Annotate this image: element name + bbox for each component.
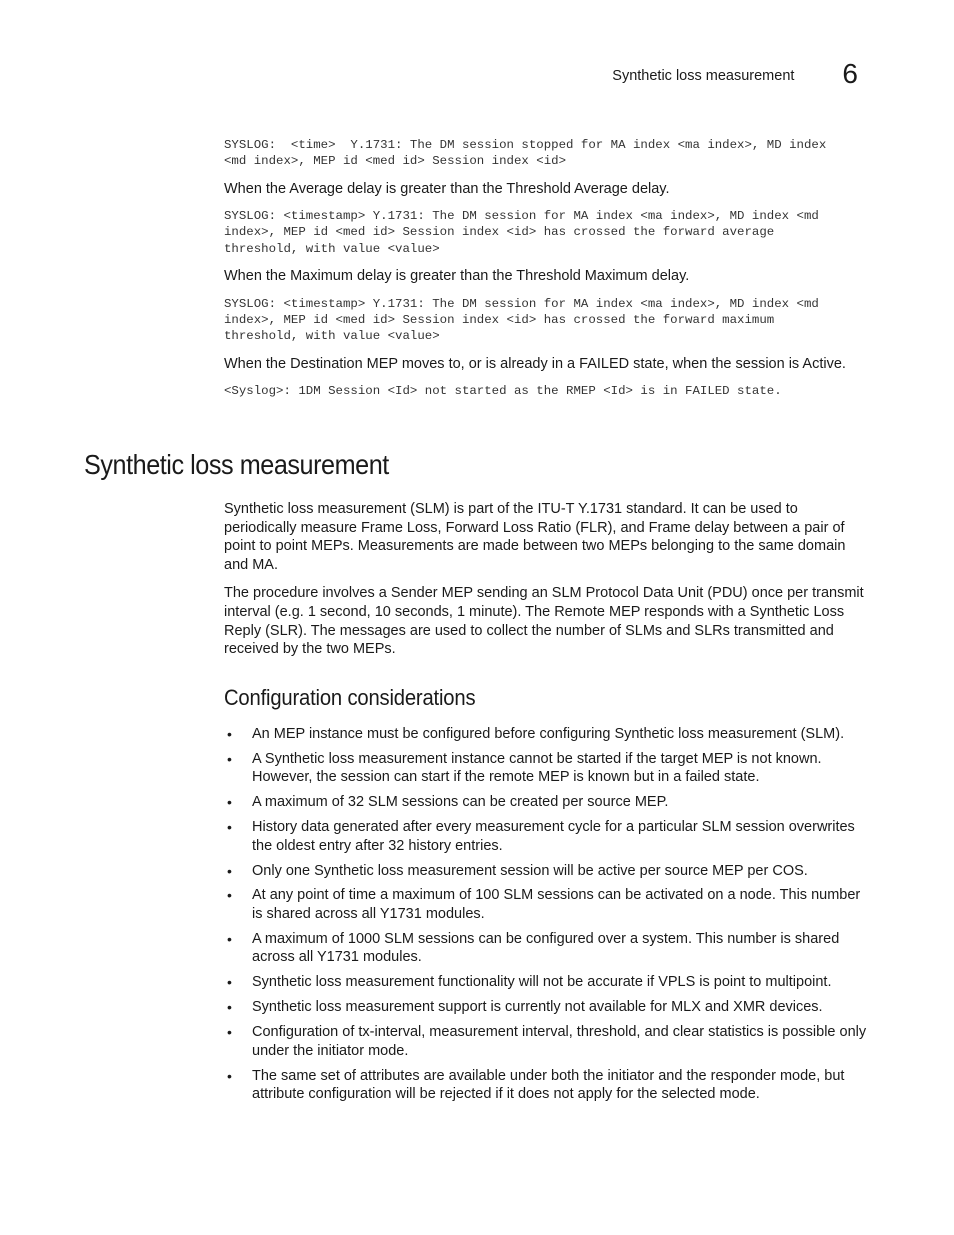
running-header — [612, 56, 858, 92]
list-item — [224, 1067, 870, 1104]
list-item — [224, 998, 870, 1017]
syslog-code-dm-stopped: SYSLOG: <time> Y.1731: The DM session stopped for MA index <ma index>, MD index <md index>, MEP id <med id> Session index <id> — [224, 138, 827, 169]
syslog-code-1dm-not-started: <Syslog>: 1DM Session <Id> not started as the RMEP <Id> is in FAILED state. — [224, 384, 782, 399]
list-item — [224, 725, 870, 744]
running-header-section-title: Synthetic loss measurement — [612, 68, 795, 84]
list-item — [224, 750, 870, 787]
section-body — [224, 500, 870, 1110]
paragraph-maximum-delay: When the Maximum delay is greater than the Threshold Maximum delay. — [224, 268, 690, 285]
list-item-text: The same set of attributes are available under both the initiator and the responder mode, but attribute configuration will be rejected if it does not apply for the selected mode. — [252, 1067, 845, 1103]
bullet-icon: • — [227, 930, 232, 947]
list-item-text: History data generated after every measurement cycle for a particular SLM session overwrites the oldest entry after 32 history entries. — [252, 819, 855, 854]
paragraph-average-delay: When the Average delay is greater than the Threshold Average delay. — [224, 180, 670, 197]
syslog-code-average-threshold: SYSLOG: <timestamp> Y.1731: The DM session for MA index <ma index>, MD index <md index>, MEP id <med id> Session index <id> has crossed the forward average threshold, with value <value> — [224, 209, 819, 256]
bullet-icon: • — [227, 1024, 232, 1041]
list-item-text: At any point of time a maximum of 100 SLM sessions can be activated on a node. This number is shared across all Y1731 modules. — [252, 887, 861, 922]
list-item-text: A maximum of 32 SLM sessions can be created per source MEP. — [252, 794, 669, 811]
bullet-icon: • — [227, 819, 232, 836]
syslog-messages-block — [224, 137, 870, 409]
section-heading: Synthetic loss measurement — [84, 449, 389, 480]
bullet-icon: • — [227, 794, 232, 811]
list-item — [224, 818, 870, 855]
list-item — [224, 930, 870, 967]
list-item-text: A Synthetic loss measurement instance cannot be started if the target MEP is not known. However, the session can start if the remote MEP is known but in a failed state. — [252, 750, 822, 786]
considerations-list — [224, 725, 870, 1104]
bullet-icon: • — [227, 725, 232, 742]
subsection-heading: Configuration considerations — [224, 684, 476, 710]
list-item — [224, 973, 870, 992]
paragraph-destination-mep-failed: When the Destination MEP moves to, or is already in a FAILED state, when the session is Active. — [224, 355, 846, 372]
paragraph-slm-intro: Synthetic loss measurement (SLM) is part of the ITU-T Y.1731 standard. It can be used to periodically measure Frame Loss, Forward Loss Ratio (FLR), and Frame delay between a pair of point to point MEPs. Measurements are made between two MEPs belonging to the same domain and MA. — [224, 501, 846, 573]
list-item-text: Synthetic loss measurement support is currently not available for MLX and XMR devices. — [252, 999, 823, 1016]
list-item — [224, 862, 870, 881]
bullet-icon: • — [227, 887, 232, 904]
syslog-code-maximum-threshold: SYSLOG: <timestamp> Y.1731: The DM session for MA index <ma index>, MD index <md index>, MEP id <med id> Session index <id> has crossed the forward maximum threshold, with value <value> — [224, 296, 819, 344]
bullet-icon: • — [227, 974, 232, 991]
list-item — [224, 793, 870, 812]
chapter-number: 6 — [842, 58, 858, 89]
bullet-icon: • — [227, 999, 232, 1016]
list-item-text: Synthetic loss measurement functionality will not be accurate if VPLS is point to multipoint. — [252, 974, 832, 991]
list-item-text: Configuration of tx-interval, measurement interval, threshold, and clear statistics is possible only under the initiator mode. — [252, 1024, 867, 1059]
paragraph-slm-procedure: The procedure involves a Sender MEP sending an SLM Protocol Data Unit (PDU) once per transmit interval (e.g. 1 second, 10 seconds, 1 minute). The Remote MEP responds with a Synthetic Loss Reply (SLR). The messages are used to collect the number of SLMs and SLRs transmitted and received by the two MEPs. — [224, 585, 864, 658]
bullet-icon: • — [227, 1067, 232, 1084]
list-item-text: A maximum of 1000 SLM sessions can be configured over a system. This number is shared across all Y1731 modules. — [252, 930, 840, 966]
bullet-icon: • — [227, 862, 232, 879]
list-item-text: An MEP instance must be configured before configuring Synthetic loss measurement (SLM). — [252, 725, 845, 742]
list-item — [224, 886, 870, 923]
list-item — [224, 1023, 870, 1060]
list-item-text: Only one Synthetic loss measurement session will be active per source MEP per COS. — [252, 862, 808, 879]
bullet-icon: • — [227, 750, 232, 767]
